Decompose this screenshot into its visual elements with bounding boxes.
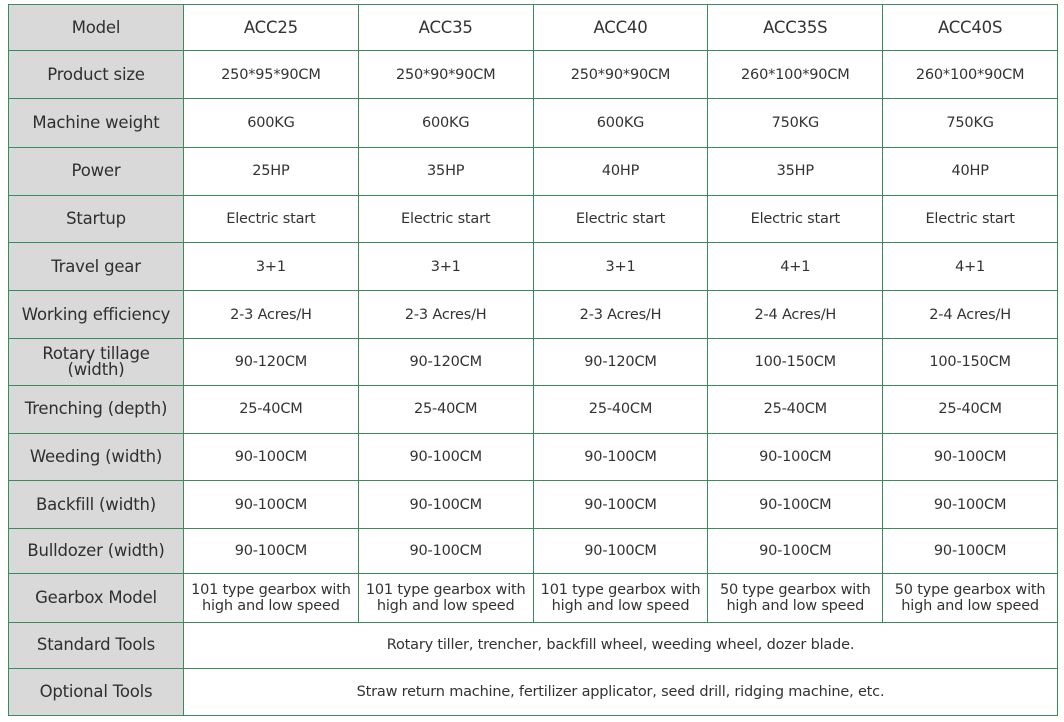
spec-value: 101 type gearbox with high and low speed bbox=[184, 574, 359, 622]
spec-value: 25-40CM bbox=[883, 385, 1058, 433]
row-working-efficiency bbox=[9, 291, 1058, 339]
row-label: Startup bbox=[9, 195, 184, 242]
spec-value: 90-120CM bbox=[358, 339, 533, 385]
spec-value: Electric start bbox=[883, 195, 1058, 242]
row-label: Backfill (width) bbox=[9, 480, 184, 528]
spec-value: 4+1 bbox=[883, 242, 1058, 290]
row-label: Machine weight bbox=[9, 99, 184, 147]
spec-value: 25-40CM bbox=[358, 385, 533, 433]
spec-value: 100-150CM bbox=[708, 339, 883, 385]
spec-value: 90-100CM bbox=[358, 433, 533, 480]
row-weeding-width bbox=[9, 433, 1058, 480]
spec-value: 750KG bbox=[883, 99, 1058, 147]
spec-value: 250*95*90CM bbox=[184, 51, 359, 99]
spec-value: 90-100CM bbox=[883, 480, 1058, 528]
spec-value: Electric start bbox=[358, 195, 533, 242]
spec-value: 2-4 Acres/H bbox=[883, 291, 1058, 339]
spec-value: 90-100CM bbox=[533, 529, 708, 574]
spec-table-body bbox=[9, 5, 1058, 716]
row-label: Optional Tools bbox=[9, 668, 184, 715]
spec-value: 600KG bbox=[533, 99, 708, 147]
spec-value: 50 type gearbox with high and low speed bbox=[883, 574, 1058, 622]
spec-value: 750KG bbox=[708, 99, 883, 147]
spec-value: 90-100CM bbox=[184, 529, 359, 574]
row-travel-gear bbox=[9, 242, 1058, 290]
spec-value: Electric start bbox=[184, 195, 359, 242]
spec-value: 250*90*90CM bbox=[358, 51, 533, 99]
row-bulldozer-width bbox=[9, 529, 1058, 574]
row-label: Product size bbox=[9, 51, 184, 99]
spec-value: 35HP bbox=[708, 147, 883, 195]
spec-value: 2-3 Acres/H bbox=[184, 291, 359, 339]
spec-value: 101 type gearbox with high and low speed bbox=[533, 574, 708, 622]
spec-value: 2-4 Acres/H bbox=[708, 291, 883, 339]
spec-value: Electric start bbox=[708, 195, 883, 242]
row-label: Weeding (width) bbox=[9, 433, 184, 480]
tools-value: Straw return machine, fertilizer applicator, seed drill, ridging machine, etc. bbox=[184, 668, 1058, 715]
spec-value: 90-100CM bbox=[708, 529, 883, 574]
spec-value: 40HP bbox=[883, 147, 1058, 195]
row-optional-tools bbox=[9, 668, 1058, 715]
spec-value: 90-100CM bbox=[358, 480, 533, 528]
spec-value: 90-100CM bbox=[708, 433, 883, 480]
spec-value: 90-100CM bbox=[708, 480, 883, 528]
row-label: Bulldozer (width) bbox=[9, 529, 184, 574]
model-header: ACC25 bbox=[184, 5, 359, 51]
tools-value: Rotary tiller, trencher, backfill wheel, weeding wheel, dozer blade. bbox=[184, 622, 1058, 668]
spec-value: 101 type gearbox with high and low speed bbox=[358, 574, 533, 622]
row-label: Trenching (depth) bbox=[9, 385, 184, 433]
spec-value: 2-3 Acres/H bbox=[358, 291, 533, 339]
row-rotary-tillage-width bbox=[9, 339, 1058, 385]
spec-value: 25HP bbox=[184, 147, 359, 195]
row-label: Working efficiency bbox=[9, 291, 184, 339]
spec-value: 90-100CM bbox=[533, 480, 708, 528]
spec-value: Electric start bbox=[533, 195, 708, 242]
spec-value: 100-150CM bbox=[883, 339, 1058, 385]
row-power bbox=[9, 147, 1058, 195]
spec-value: 90-100CM bbox=[184, 433, 359, 480]
spec-value: 50 type gearbox with high and low speed bbox=[708, 574, 883, 622]
row-model bbox=[9, 5, 1058, 51]
row-label: Model bbox=[9, 5, 184, 51]
row-standard-tools bbox=[9, 622, 1058, 668]
row-backfill-width bbox=[9, 480, 1058, 528]
model-header: ACC40 bbox=[533, 5, 708, 51]
spec-value: 25-40CM bbox=[533, 385, 708, 433]
row-label: Gearbox Model bbox=[9, 574, 184, 622]
spec-value: 3+1 bbox=[184, 242, 359, 290]
spec-value: 25-40CM bbox=[708, 385, 883, 433]
spec-value: 25-40CM bbox=[184, 385, 359, 433]
model-header: ACC35S bbox=[708, 5, 883, 51]
spec-value: 250*90*90CM bbox=[533, 51, 708, 99]
row-trenching-depth bbox=[9, 385, 1058, 433]
row-label: Rotary tillage (width) bbox=[9, 339, 184, 385]
row-machine-weight bbox=[9, 99, 1058, 147]
spec-value: 4+1 bbox=[708, 242, 883, 290]
spec-table bbox=[8, 4, 1058, 716]
model-header: ACC40S bbox=[883, 5, 1058, 51]
spec-value: 3+1 bbox=[358, 242, 533, 290]
spec-value: 35HP bbox=[358, 147, 533, 195]
spec-value: 40HP bbox=[533, 147, 708, 195]
row-startup bbox=[9, 195, 1058, 242]
row-label: Travel gear bbox=[9, 242, 184, 290]
spec-value: 90-100CM bbox=[883, 529, 1058, 574]
spec-value: 2-3 Acres/H bbox=[533, 291, 708, 339]
spec-value: 90-100CM bbox=[184, 480, 359, 528]
spec-value: 90-100CM bbox=[358, 529, 533, 574]
row-label: Standard Tools bbox=[9, 622, 184, 668]
spec-value: 90-100CM bbox=[533, 433, 708, 480]
model-header: ACC35 bbox=[358, 5, 533, 51]
spec-value: 90-120CM bbox=[533, 339, 708, 385]
spec-value: 260*100*90CM bbox=[708, 51, 883, 99]
row-product-size bbox=[9, 51, 1058, 99]
spec-value: 3+1 bbox=[533, 242, 708, 290]
spec-value: 600KG bbox=[184, 99, 359, 147]
spec-value: 90-120CM bbox=[184, 339, 359, 385]
row-label: Power bbox=[9, 147, 184, 195]
spec-value: 260*100*90CM bbox=[883, 51, 1058, 99]
spec-value: 90-100CM bbox=[883, 433, 1058, 480]
spec-value: 600KG bbox=[358, 99, 533, 147]
row-gearbox-model bbox=[9, 574, 1058, 622]
